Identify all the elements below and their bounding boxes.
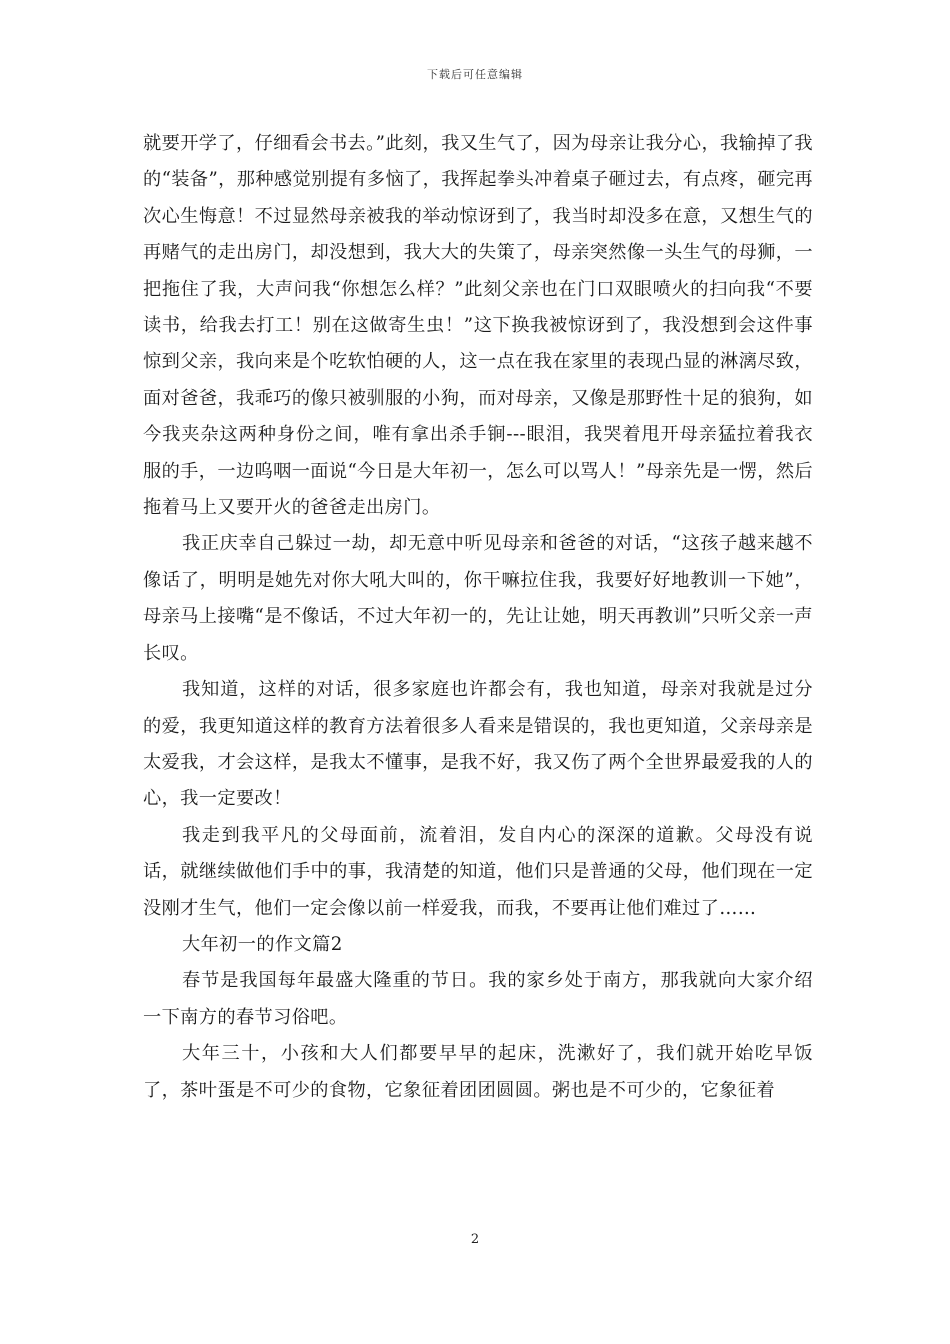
paragraph: 我走到我平凡的父母面前，流着泪，发自内心的深深的道歉。父母没有说话，就继续做他们手中的事，我清楚的知道，他们只是普通的父母，他们现在一定没刚才生气，他们一定会像以前一样爱我，而我，不要再让他们难过了…… [143, 824, 813, 919]
page-number: 2 [470, 1232, 480, 1247]
paragraph-continuation: 就要开学了，仔细看会书去。”此刻，我又生气了，因为母亲让我分心，我输掉了我的“装备”，那种感觉别提有多恼了，我挥起拳头冲着桌子砸过去，有点疼，砸完再次心生悔意！不过显然母亲被我的举动惊讶到了，我当时却没多在意，又想生气的再赌气的走出房门，却没想到，我大大的失策了，母亲突然像一头生气的母狮，一把拖住了我，大声问我“你想怎么样？”此刻父亲也在门口双眼喷火的扫向我“不要读书，给我去打工！别在这做寄生虫！”这下换我被惊讶到了，我没想到会这件事惊到父亲，我向来是个吃软怕硬的人，这一点在我在家里的表现凸显的淋漓尽致，面对爸爸，我乖巧的像只被驯服的小狗，而对母亲，又像是那野性十足的狼狗，如今我夹杂这两种身份之间，唯有拿出杀手锏---眼泪，我哭着甩开母亲猛拉着我衣服的手，一边呜咽一面说“今日是大年初一，怎么可以骂人！”母亲先是一愣，然后拖着马上又要开火的爸爸走出房门。 [143, 133, 813, 519]
paragraph: 春节是我国每年最盛大隆重的节日。我的家乡处于南方，那我就向大家介绍一下南方的春节习俗吧。 [143, 970, 813, 1028]
paragraph: 大年三十，小孩和大人们都要早早的起床，洗漱好了，我们就开始吃早饭了，茶叶蛋是不可少的食物，它象征着团团圆圆。粥也是不可少的，它象征着 [143, 1043, 813, 1101]
paragraph: 我知道，这样的对话，很多家庭也许都会有，我也知道，母亲对我就是过分的爱，我更知道这样的教育方法着很多人看来是错误的，我也更知道，父亲母亲是太爱我，才会这样，是我太不懂事，是我不好，我又伤了两个全世界最爱我的人的心，我一定要改！ [143, 679, 813, 810]
paragraph: 我正庆幸自己躲过一劫，却无意中听见母亲和爸爸的对话，“这孩子越来越不像话了，明明是她先对你大吼大叫的，你干嘛拉住我，我要好好地教训一下她”，母亲马上接嘴“是不像话，不过大年初一的，先让让她，明天再教训”只听父亲一声长叹。 [143, 533, 813, 664]
section-heading: 大年初一的作文篇2 [182, 933, 343, 955]
document-body [143, 126, 813, 1109]
header-note: 下载后可任意编辑 [427, 68, 523, 81]
